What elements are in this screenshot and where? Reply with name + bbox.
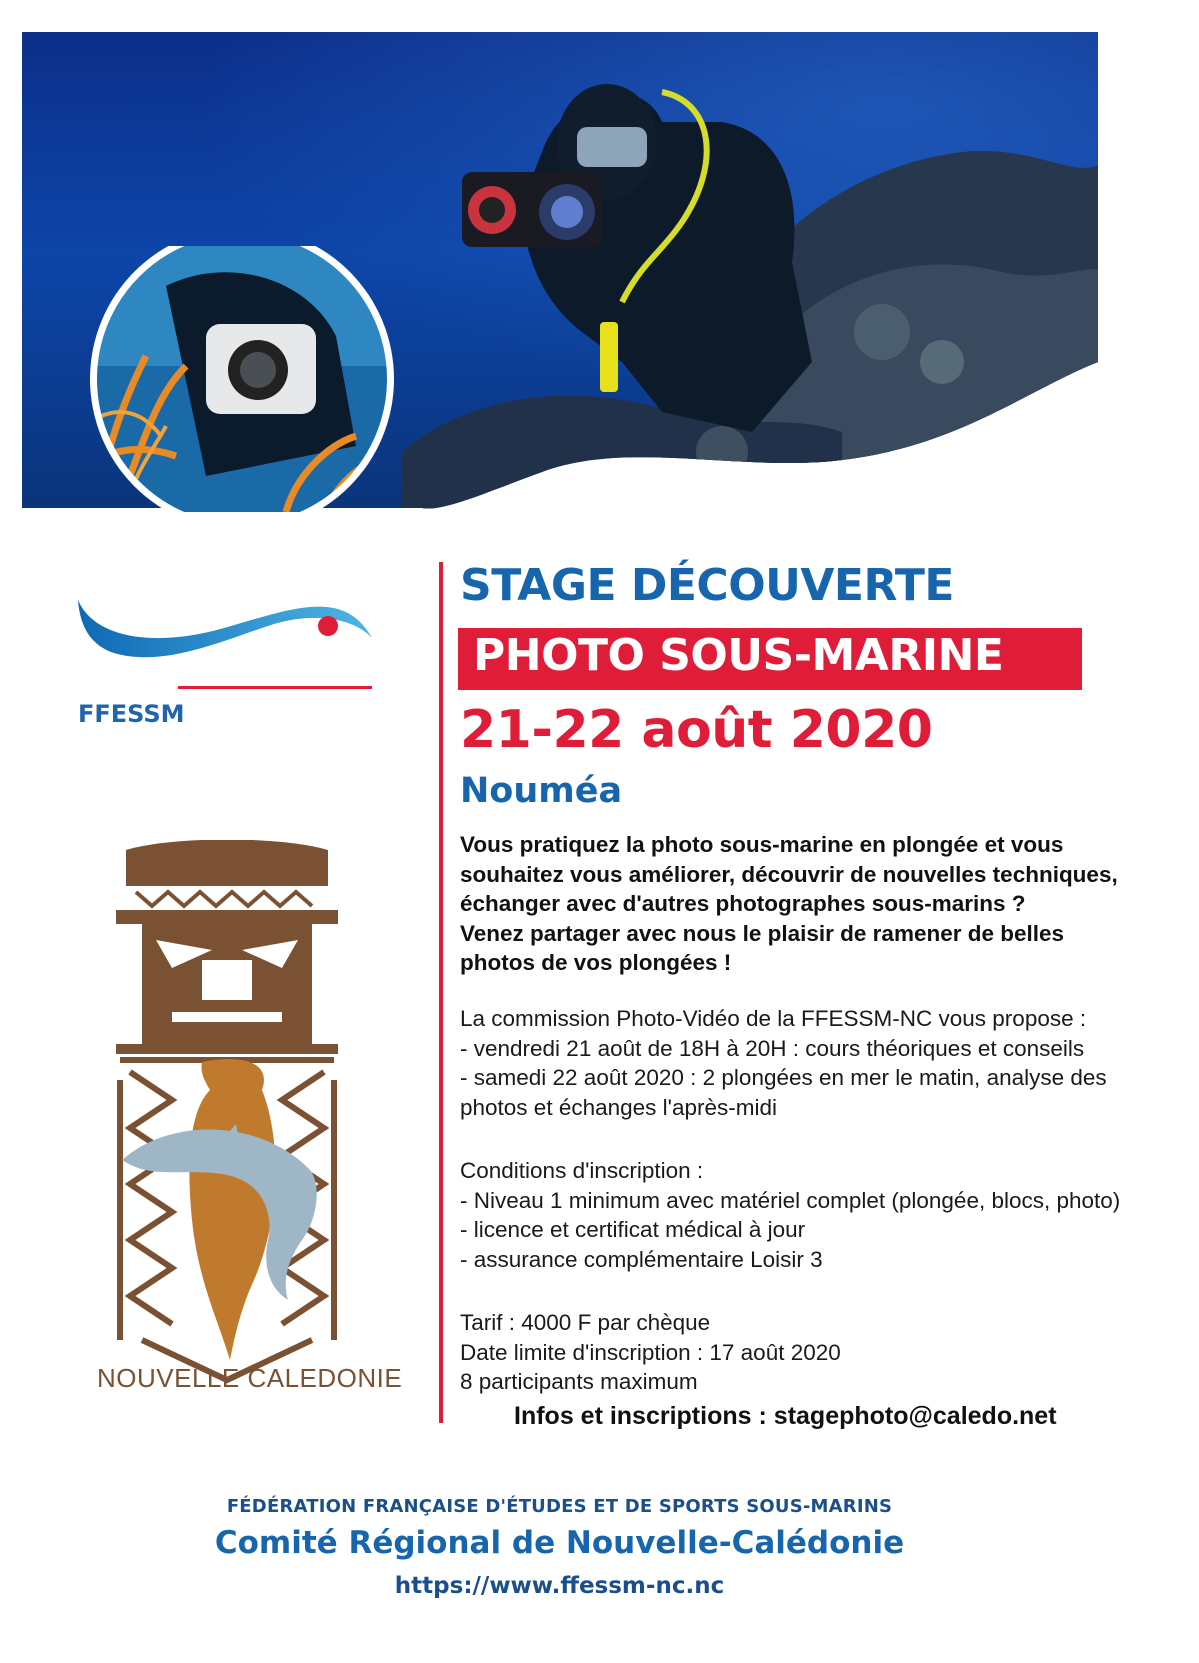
vertical-divider	[439, 562, 443, 1423]
title-stage-decouverte: STAGE DÉCOUVERTE	[460, 560, 954, 611]
conditions-line: Conditions d'inscription :	[460, 1158, 704, 1183]
conditions-line: - Niveau 1 minimum avec matériel complet (plongée, blocs, photo)	[460, 1187, 1121, 1213]
intro-line: échanger avec d'autres photographes sous-marins ?	[460, 891, 1026, 916]
programme-line: - samedi 22 août 2020 : 2 plongées en mer le matin, analyse des	[460, 1065, 1107, 1090]
programme-line: La commission Photo-Vidéo de la FFESSM-NC vous propose :	[460, 1006, 1087, 1031]
hero-photo-banner	[22, 32, 1174, 527]
contact-email[interactable]: stagephoto@caledo.net	[773, 1402, 1057, 1430]
programme-section	[460, 1004, 1190, 1122]
conditions-line: - licence et certificat médical à jour	[460, 1217, 806, 1242]
contact-line	[514, 1402, 1064, 1431]
intro-line: souhaitez vous améliorer, découvrir de nouvelles techniques,	[460, 861, 1118, 887]
tarif-line: Tarif : 4000 F par chèque	[460, 1310, 711, 1335]
inset-photo-circle	[86, 246, 398, 512]
nouvelle-caledonie-tiki-logo	[112, 840, 342, 1385]
intro-paragraph	[460, 830, 1180, 978]
programme-line: - vendredi 21 août de 18H à 20H : cours théoriques et conseils	[460, 1035, 1085, 1061]
conditions-section	[460, 1156, 1190, 1274]
title-photo-sous-marine: PHOTO SOUS-MARINE	[473, 630, 1004, 681]
footer-url-link[interactable]: https://www.ffessm-nc.nc	[394, 1573, 725, 1599]
event-city: Nouméa	[460, 771, 623, 811]
contact-label: Infos et inscriptions :	[514, 1402, 767, 1430]
footer-comite: Comité Régional de Nouvelle-Calédonie	[214, 1525, 905, 1561]
event-dates: 21-22 août 2020	[460, 700, 933, 760]
tarif-line: Date limite d'inscription : 17 août 2020	[460, 1339, 841, 1365]
intro-line: Venez partager avec nous le plaisir de ramener de belles	[460, 920, 1065, 946]
footer-federation: FÉDÉRATION FRANÇAISE D'ÉTUDES ET DE SPORTS SOUS-MARINS	[226, 1496, 893, 1517]
intro-line: photos de vos plongées !	[460, 950, 732, 975]
programme-line: photos et échanges l'après-midi	[460, 1094, 777, 1120]
conditions-line: - assurance complémentaire Loisir 3	[460, 1246, 823, 1272]
tarif-section	[460, 1308, 1190, 1397]
intro-line: Vous pratiquez la photo sous-marine en plongée et vous	[460, 832, 1064, 857]
nouvelle-caledonie-label: NOUVELLE CALEDONIE	[97, 1363, 403, 1393]
tarif-line: 8 participants maximum	[460, 1369, 698, 1394]
ffessm-wordmark: FFESSM	[78, 700, 185, 728]
